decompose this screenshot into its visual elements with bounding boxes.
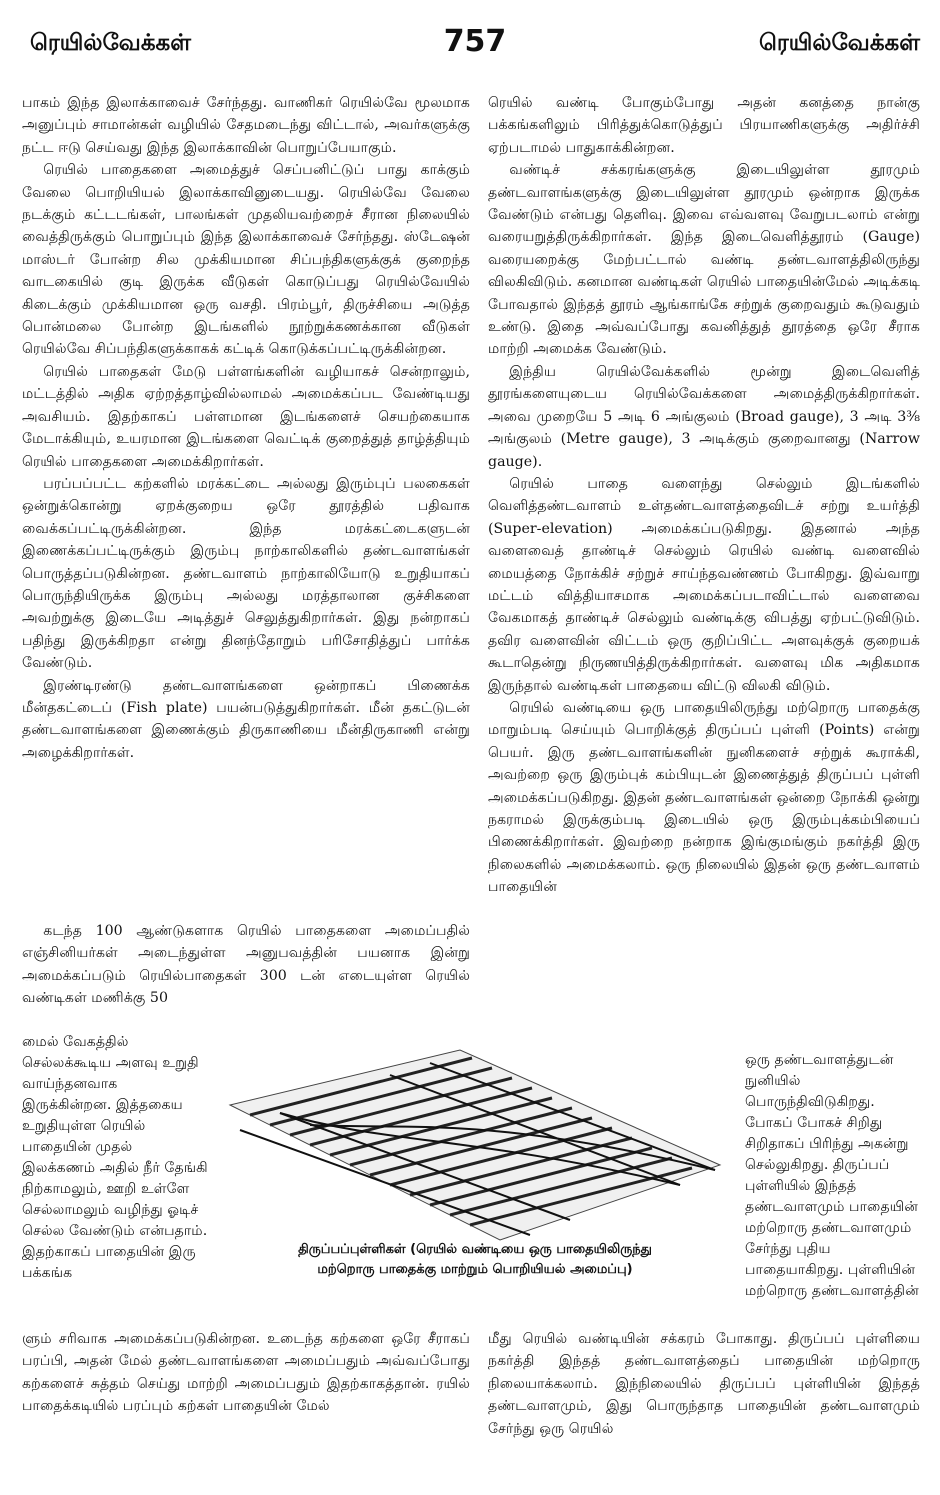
running-title-right: ரெயில்வேக்கள்	[759, 30, 920, 56]
bottom-left-text: ளும் சரிவாக அமைக்கப்படுகின்றன. உடைந்த கற்களை ஒரே சீராகப் பரப்பி, அதன் மேல் தண்டவாளங்களை அமைப்பதும் அவ்வப்போது கற்களைச் சுத்தம் செய்து மாற்றி அமைப்பதும் இதற்காகத்தான். ரயில் பாதைக்கடியில் பரப்பும் கற்கள் பாதையின் மேல்	[22, 1331, 470, 1415]
paragraph: இரண்டிரண்டு தண்டவாளங்களை ஒன்றாகப் பிணைக்க மீன்தகட்டைப் (Fish plate) பயன்படுத்துகிறார்கள். மீன் தகட்டுடன் தண்டவாளங்களை இணைக்கும் திருகாணியை மீன்திருகாணி என்று அழைக்கிறார்கள்.	[22, 677, 470, 761]
paragraph: கடந்த 100 ஆண்டுகளாக ரெயில் பாதைகளை அமைப்பதில் எஞ்சினியர்கள் அடைந்துள்ள அனுபவத்தின் பயனாக இன்று அமைக்கப்படும் ரெயில்பாதைகள் 300 டன் எடையுள்ள ரெயில் வண்டிகள் மணிக்கு 50	[22, 923, 470, 1007]
wrapped-text-left: மைல் வேகத்தில் செல்லக்கூடிய அளவு உறுதி வாய்ந்தனவாக இருக்கின்றன. இத்தகைய உறுதியுள்ள ரெயில் பாதையின் முதல் இலக்கணம் அதில் நீர் தேங்கி நிற்காமலும், ஊறி உள்ளே செல்லாமலும் வழிந்து ஓடிச் செல்ல வேண்டும் என்பதாம். இதற்காகப் பாதையின் இரு பக்கங்க	[22, 1034, 208, 1281]
paragraph: ரெயில் வண்டி போகும்போது அதன் கனத்தை நான்கு பக்கங்களிலும் பிரித்துக்கொடுத்துப் பிரயாணிகளுக்கு அதிர்ச்சி ஏற்படாமல் பாதுகாக்கின்றன.	[488, 95, 920, 156]
caption-line: மற்றொரு பாதைக்கு மாற்றும் பொறியியல் அமைப்பு)	[317, 1262, 633, 1277]
railway-points-illustration	[210, 1035, 740, 1247]
left-column-continuation	[22, 920, 470, 1030]
bottom-right-text: மீது ரெயில் வண்டியின் சக்கரம் போகாது. திருப்பப் புள்ளியை நகர்த்தி இந்தத் தண்டவாளத்தைப் பாதையின் மற்றொரு நிலையாக்கலாம். இந்நிலையில் திருப்பப் புள்ளியின் இந்தத் தண்டவாளமும், இது பொருந்தாத பாதையின் தண்டவாளமும் சேர்ந்து ஒரு ரெயில்	[488, 1331, 920, 1437]
figure-caption	[215, 1240, 735, 1280]
page-number: 757	[443, 24, 507, 59]
paragraph: வண்டிச் சக்கரங்களுக்கு இடையிலுள்ள தூரமும் தண்டவாளங்களுக்கு இடையிலுள்ள தூரமும் ஒன்றாக இருக்க வேண்டும் என்பது தெளிவு. இவை எவ்வளவு வேறுபடலாம் என்று வரையறுத்திருக்கிறார்கள். இந்த இடைவெளித்தூரம் (Gauge) வரையறைக்கு மேற்பட்டால் வண்டி தண்டவாளத்திலிருந்து விலகிவிடும். கனமான வண்டிகள் ரெயில் பாதையின்மேல் அடிக்கடி போவதால் இந்தத் தூரம் ஆங்காங்கே சற்றுக் குறைவதும் கூடுவதும் உண்டு. இதை அவ்வப்போது கவனித்துத் தூரத்தை ஒரே சீராக மாற்றி அமைக்க வேண்டும்.	[488, 162, 920, 358]
running-title-left: ரெயில்வேக்கள்	[30, 30, 191, 56]
paragraph: பாகம் இந்த இலாக்காவைச் சேர்ந்தது. வாணிகர் ரெயில்வே மூலமாக அனுப்பும் சாமான்கள் வழியில் சேதமடைந்து விட்டால், அவர்களுக்கு நட்ட ஈடு செய்வது இந்த இலாக்காவின் பொறுப்பேயாகும்.	[22, 95, 470, 156]
left-column	[22, 92, 470, 918]
railway-track-drawing	[210, 1035, 740, 1247]
paragraph: ரெயில் வண்டியை ஒரு பாதையிலிருந்து மற்றொரு பாதைக்கு மாறும்படி செய்யும் பொறிக்குத் திருப்பப் புள்ளி (Points) என்று பெயர். இரு தண்டவாளங்களின் நுனிகளைச் சற்றுக் கூராக்கி, அவற்றை ஒரு இரும்புக் கம்பியுடன் இணைத்துத் திருப்பப் புள்ளி அமைக்கப்படுகிறது. இதன் தண்டவாளங்கள் ஒன்றை நோக்கி ஒன்று நகராமல் இருக்கும்படி இடையில் ஒரு இரும்புக்கம்பியைப் பிணைக்கிறார்கள். இவற்றை நன்றாக இங்குமங்கும் நகர்த்தி இரு நிலைகளில் அமைக்கலாம். ஒரு நிலையில் இதன் ஒரு தண்டவாளம் பாதையின்	[488, 699, 920, 896]
caption-line: திருப்பப்புள்ளிகள் (ரெயில் வண்டியை ஒரு பாதையிலிருந்து	[298, 1242, 652, 1257]
right-column	[488, 92, 920, 1054]
paragraph: பரப்பப்பட்ட கற்களில் மரக்கட்டை அல்லது இரும்புப் பலகைகள் ஒன்றுக்கொன்று ஏறக்குறைய ஒரே தூரத்தில் பதிவாக வைக்கப்பட்டிருக்கின்றன. இந்த மரக்கட்டைகளுடன் இணைக்கப்பட்டிருக்கும் இரும்பு நாற்காலிகளில் தண்டவாளங்கள் பொருத்தப்படுகின்றன. தண்டவாளம் நாற்காலியோடு உறுதியாகப் பொருந்தியிருக்க இரும்பு அல்லது மரத்தாலான குச்சிகளை அவற்றுக்கு இடையே அடித்துச் செலுத்துகிறார்கள். இது நன்றாகப் பதிந்து இருக்கிறதா என்று தினந்தோறும் பரிசோதித்துப் பார்க்க வேண்டும்.	[22, 475, 470, 672]
wrapped-text-right: ஒரு தண்டவாளத்துடன் நுனியில் பொருந்திவிடுகிறது. போகப் போகச் சிறிது சிறிதாகப் பிரிந்து அகன்று செல்லுகிறது. திருப்பப் புள்ளியில் இந்தத் தண்டவாளமும் பாதையின் மற்றொரு தண்டவாளமும் சேர்ந்து புதிய பாதையாகிறது. புள்ளியின் மற்றொரு தண்டவாளத்தின்	[745, 1052, 919, 1299]
paragraph: ரெயில் பாதைகளை அமைத்துச் செப்பனிட்டுப் பாது காக்கும் வேலை பொறியியல் இலாக்காவினுடையது. ரெயில்வே வேலை நடக்கும் கட்டடங்கள், பாலங்கள் முதலியவற்றைச் சீரான நிலையில் வைத்திருக்கும் பொறுப்பும் இந்த இலாக்காவைச் சேர்ந்தது. ஸ்டேஷன் மாஸ்டர் போன்ற சில முக்கியமான சிப்பந்திகளுக்குக் குறைந்த வாடகையில் குடி இருக்க வீடுகள் கொடுப்பது ரெயில்வேயில் கிடைக்கும் முக்கியமான ஒரு வசதி. பிரம்பூர், திருச்சியை அடுத்த பொன்மலை போன்ற இடங்களில் நூற்றுக்கணக்கான வீடுகள் ரெயில்வே சிப்பந்திகளுக்காகக் கட்டிக் கொடுக்கப்பட்டிருக்கின்றன.	[22, 162, 470, 358]
paragraph: ரெயில் பாதை வளைந்து செல்லும் இடங்களில் வெளித்தண்டவாளம் உள்தண்டவாளத்தைவிடச் சற்று உயர்த்தி (Super-elevation) அமைக்கப்படுகிறது. இதனால் அந்த வளைவைத் தாண்டிச் செல்லும் ரெயில் வண்டி வளைவில் மையத்தை நோக்கிச் சற்றுச் சாய்ந்தவண்ணம் போகிறது. இவ்வாறு மட்டம் வித்தியாசமாக அமைக்கப்படாவிட்டால் வளைவை வேகமாகத் தாண்டிச் செல்லும் வண்டிக்கு விபத்து ஏற்பட்டுவிடும். தவிர வளைவின் விட்டம் ஒரு குறிப்பிட்ட அளவுக்குக் குறையக் கூடாதென்று நிருணயித்திருக்கிறார்கள். வளைவு மிக அதிகமாக இருந்தால் வண்டிகள் பாதையை விட்டு விலகி விடும்.	[488, 475, 920, 694]
paragraph: ரெயில் பாதைகள் மேடு பள்ளங்களின் வழியாகச் சென்றாலும், மட்டத்தில் அதிக ஏற்றத்தாழ்வில்லாமல் அமைக்கப்பட வேண்டியது அவசியம். இதற்காகப் பள்ளமான இடங்களைச் செயற்கையாக மேடாக்கியும், உயரமான இடங்களை வெட்டிக் குறைத்துத் தாழ்த்தியும் ரெயில் பாதைகளை அமைக்கிறார்கள்.	[22, 363, 470, 470]
page-header	[30, 24, 920, 66]
paragraph: இந்திய ரெயில்வேக்களில் மூன்று இடைவெளித் தூரங்களையுடைய ரெயில்வேக்களை அமைத்திருக்கிறார்கள். அவை முறையே 5 அடி 6 அங்குலம் (Broad gauge), 3 அடி 3⅜ அங்குலம் (Metre gauge), 3 அடிக்கும் குறைவானது (Narrow gauge).	[488, 363, 920, 470]
